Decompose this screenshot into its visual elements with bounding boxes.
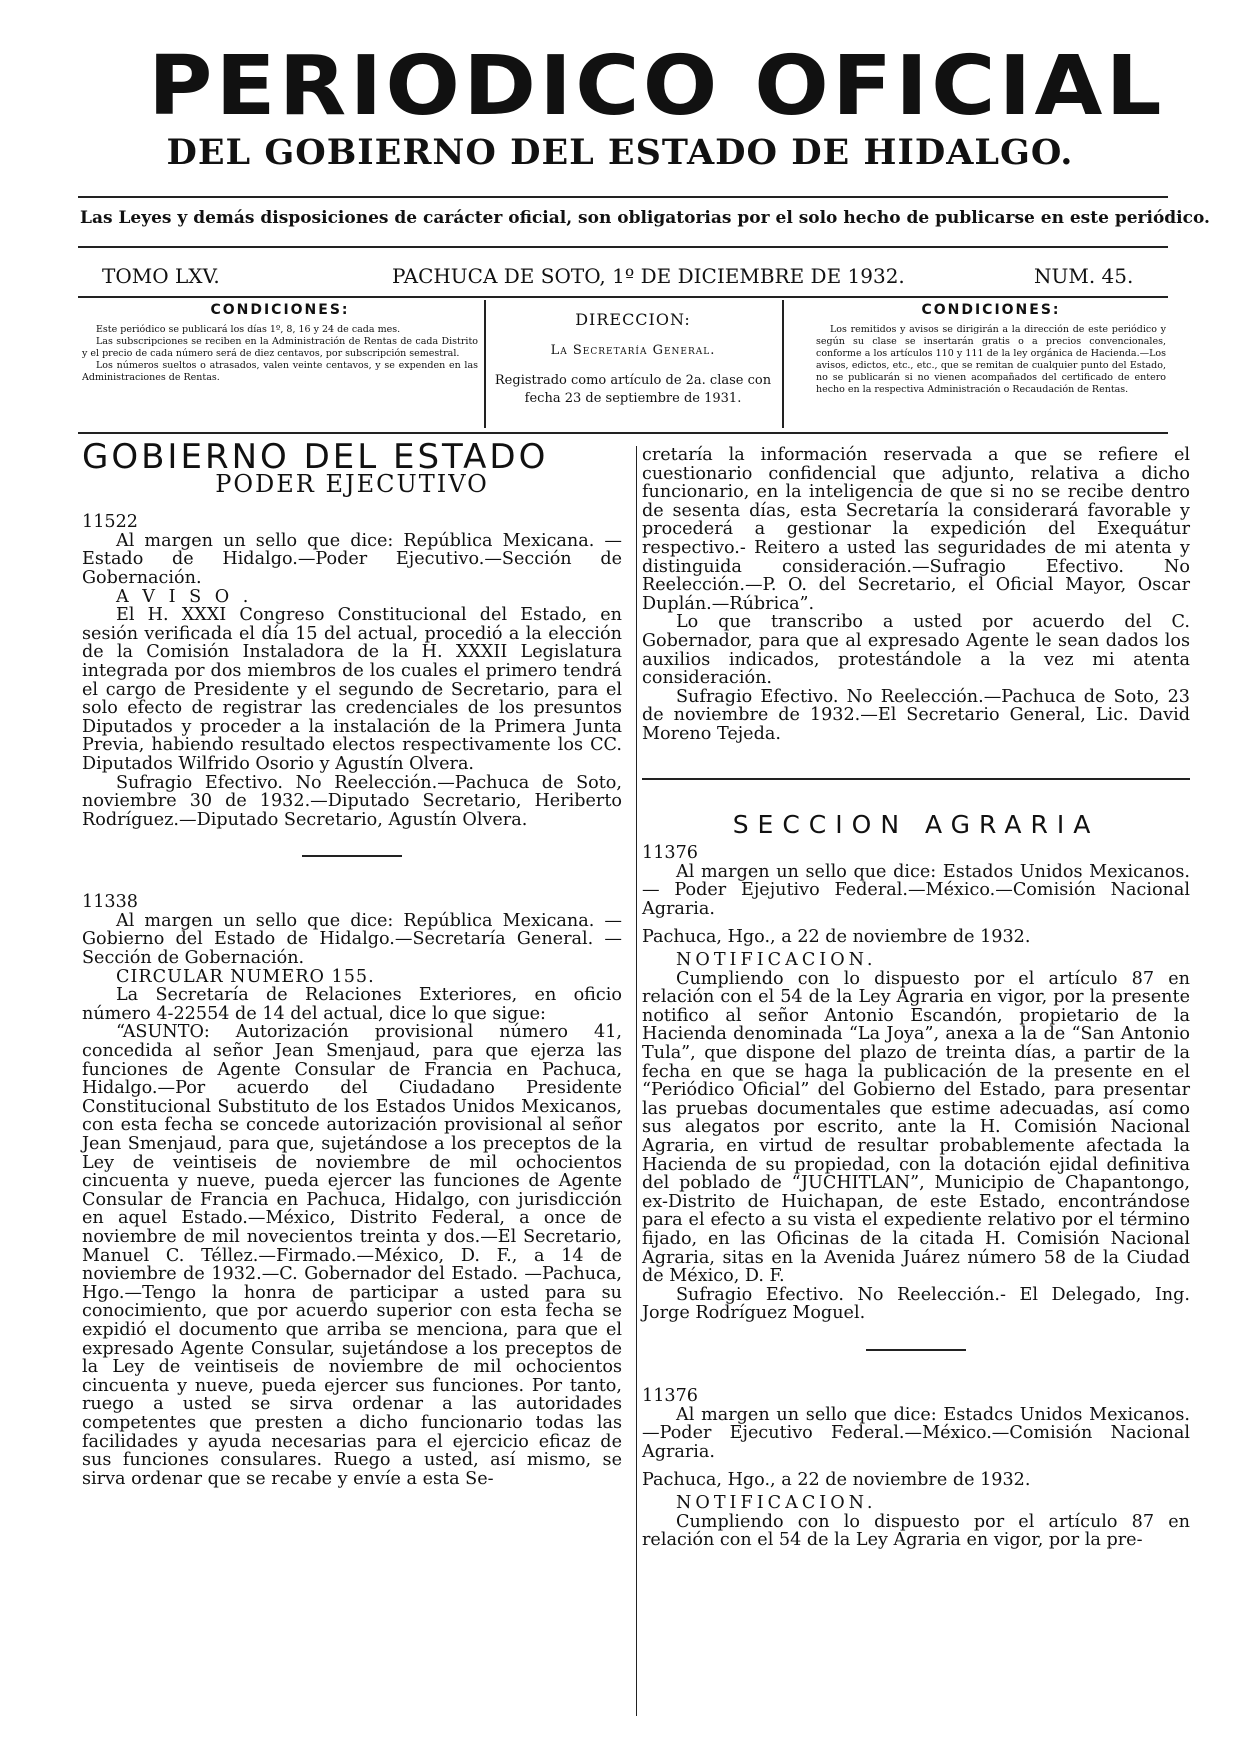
separator-2 — [866, 1349, 966, 1351]
circular-intro: La Secretaría de Relaciones Exteriores, en oficio número 4-22554 de 14 del actual, dice lo que sigue: — [82, 985, 622, 1024]
direction-registration: Registrado como artículo de 2a. clase con fecha 23 de septiembre de 1931. — [494, 373, 772, 406]
conditions-right-text: Los remitidos y avisos se dirigirán a la dirección de este periódico y según su clase se insertarán gratis o a precios convencionales, conforme a los artículos 110 y 111 de la ley orgánica de Hacienda.—Los avisos, edictos, etc., etc., que se remitan de cualquier punto del Estado, no se publicarán si no vienen acompañados del certificado de entero hecho en la respectiva Administración o Recaudación de Rentas. — [816, 324, 1166, 395]
conditions-right-heading: CONDICIONES: — [921, 302, 1061, 318]
separator-1 — [302, 855, 402, 857]
doc-number-11338: 11338 — [82, 892, 138, 913]
doc-number-11522: 11522 — [82, 512, 138, 533]
direction-office: La Secretaría General. — [550, 343, 716, 358]
boxes-rule — [78, 432, 1168, 434]
notification-heading-2: NOTIFICACION. — [676, 1492, 877, 1513]
place-date-2: Pachuca, Hgo., a 22 de noviembre de 1932. — [642, 1470, 1031, 1491]
conditions-right-box — [816, 304, 1166, 396]
seal-text-4: Al margen un sello que dice: Estadcs Unidos Mexicanos.—Poder Ejecutivo Federal.—México.—Comisión Nacional Agraria. — [642, 1404, 1190, 1462]
section-rule — [642, 778, 1190, 780]
notification-text-1: Cumpliendo con lo dispuesto por el artículo 87 en relación con el 54 de la Ley Agraria en vigor, por la presente notifico al señor Antonio Escandón, propietario de la Hacienda denominada “La Joya”, anexa a la de “San Antonio Tula”, que dispone del plazo de treinta días, a partir de la fecha en que se haga la publicación de la presente en el “Periódico Oficial” del Gobierno del Estado, para presentar las pruebas documentales que estime adecuadas, así como sus alegatos por escrito, ante la H. Comisión Nacional Agraria, en virtud de resultar probablemente afectada la Hacienda de su propiedad, con la dotación ejidal definitiva del poblado de “JUCHITLAN”, Municipio de Chapantongo, ex-Distrito de Huichapan, de este Estado, encontrándose para el efecto a su vista el expediente relativo por el término fijado, en las Oficinas de la citada H. Comisión Nacional Agraria, sitas en la Avenida Juárez número 58 de la Ciudad de México, D. F. — [642, 968, 1190, 1287]
issue-rule — [78, 296, 1168, 298]
issue-place-date: PACHUCA DE SOTO, 1º DE DICIEMBRE DE 1932. — [392, 264, 905, 288]
left-column — [82, 437, 622, 1489]
doc-number-11376-b: 11376 — [642, 1385, 698, 1406]
direction-heading: DIRECCION: — [575, 310, 691, 329]
box-divider-right — [782, 300, 784, 428]
issue-volume: TOMO LXV. — [102, 264, 220, 288]
aviso-signature: Sufragio Efectivo. No Reelección.—Pachuca de Soto, noviembre 30 de 1932.—Diputado Secretario, Heriberto Rodríguez.—Diputado Secretario, Agustín Olvera. — [82, 772, 622, 830]
conditions-left-box — [82, 304, 478, 384]
right-column — [642, 446, 1190, 1550]
section-heading-agraria: SECCION AGRARIA — [732, 809, 1100, 839]
transcribe-text: Lo que transcribo a usted por acuerdo del C. Gobernador, para que al expresado Agente le sean dados los auxilios indicados, protestándole a la vez mi atenta consideración. — [642, 612, 1190, 689]
notification-heading-1: NOTIFICACION. — [676, 950, 877, 971]
masthead-rule-bottom — [78, 246, 1168, 248]
section-heading-gobierno: GOBIERNO DEL ESTADO — [82, 437, 549, 477]
circular-body: “ASUNTO: Autorización provisional número 41, concedida al señor Jean Smenjaud, para que ejerza las funciones de Agente Consular de Francia en Pachuca, Hidalgo.—Por acuerdo del Ciudadano Presidente Constitucional Substituto de los Estados Unidos Mexicanos, con esta fecha se concede autorización provisional al señor Jean Smenjaud, para que, sujetándose a los preceptos de la Ley de veintiseis de noviembre de mil ochocientos cincuenta y nueve, pueda ejercer las funciones de Agente Consular de Francia en Pachuca, Hidalgo, con jurisdicción en aquel Estado.—México, Distrito Federal, a once de noviembre de mil novecientos treinta y dos.—El Secretario, Manuel C. Téllez.—Firmado.—México, D. F., a 14 de noviembre de 1932.—C. Gobernador del Estado. —Pachuca, Hgo.—Tengo la honra de participar a usted para su conocimiento, que por acuerdo superior con esta fecha se expidió el documento que arriba se menciona, para que el expresado Agente Consular, sujetándose a los preceptos de la Ley de veintiseis de noviembre de mil ochocientos cincuenta y nueve, pueda ejercer sus funciones. Por tanto, ruego a usted se sirva ordenar a las autoridades competentes que presten a dicho funcionario todas las facilidades y ayuda necesarias para el ejercicio eficaz de sus funciones consulares. Ruego a usted, así mismo, se sirva ordenar que se recabe y envíe a esta Se- — [82, 1022, 622, 1489]
conditions-left-p1: Este periódico se publicará los días 1º, 8, 16 y 24 de cada mes. — [96, 324, 401, 335]
conditions-left-p3: Los números sueltos o atrasados, valen veinte centavos, y se expenden en las Administraciones de Rentas. — [82, 360, 478, 383]
direction-box — [488, 310, 778, 408]
seal-text-1: Al margen un sello que dice: República Mexicana. —Estado de Hidalgo.—Poder Ejecutivo.—Sección de Gobernación. — [82, 530, 622, 588]
seal-text-2: Al margen un sello que dice: República Mexicana. —Gobierno del Estado de Hidalgo.—Secretaría General. —Sección de Gobernación. — [82, 910, 622, 969]
seal-text-3: Al margen un sello que dice: Estados Unidos Mexicanos.— Poder Ejejutivo Federal.—México.—Comisión Nacional Agraria. — [642, 861, 1190, 919]
masthead-title: PERIODICO OFICIAL — [148, 39, 1165, 134]
column-divider — [636, 446, 637, 1716]
circular-continuation: cretaría la información reservada a que se refiere el cuestionario confidencial que adjunto, relativa a dicho funcionario, en la inteligencia de que si no se recibe dentro de sesenta días, esta Secretaría la considerará favorable y procederá a gestionar la expedición del Exequátur respectivo.- Reitero a usted las seguridades de mi atenta y distinguida consideración.—Sufragio Efectivo. No Reelección.—P. O. del Secretario, el Oficial Mayor, Oscar Duplán.—Rúbrica”. — [642, 445, 1190, 614]
issue-number: NUM. 45. — [1034, 264, 1134, 288]
aviso-text: El H. XXXI Congreso Constitucional del Estado, en sesión verificada el día 15 del actual, procedió a la elección de la Comisión Instaladora de la H. XXXII Legislatura integrada por dos miembros de los cuales el primero tendrá el cargo de Presidente y el segundo de Secretario, para el solo efecto de registrar las credenciales de los presuntos Diputados y proceder a la instalación de la Primera Junta Previa, habiendo resultado electos respectivamente los CC. Diputados Wilfrido Osorio y Agustín Olvera. — [82, 605, 622, 774]
transcribe-signature: Sufragio Efectivo. No Reelección.—Pachuca de Soto, 23 de noviembre de 1932.—El Secretario General, Lic. David Moreno Tejeda. — [642, 686, 1190, 744]
doc-number-11376-a: 11376 — [642, 843, 698, 864]
place-date-1: Pachuca, Hgo., a 22 de noviembre de 1932. — [642, 927, 1031, 948]
notification-text-2: Cumpliendo con lo dispuesto por el artículo 87 en relación con el 54 de la Ley Agraria en vigor, por la pre- — [642, 1511, 1190, 1551]
aviso-heading: A V I S O . — [116, 586, 253, 607]
section-subheading-poder: PODER EJECUTIVO — [215, 469, 489, 498]
masthead-subtitle: DEL GOBIERNO DEL ESTADO DE HIDALGO. — [166, 132, 1074, 173]
conditions-left-p2: Las subscripciones se reciben en la Administración de Rentas de cada Distrito y el precio de cada número será de diez centavos, por subscripción semestral. — [82, 336, 478, 359]
box-divider-left — [484, 300, 486, 428]
masthead-rule-top — [78, 196, 1168, 198]
notification-signature-1: Sufragio Efectivo. No Reelección.- El Delegado, Ing. Jorge Rodríguez Moguel. — [642, 1284, 1190, 1324]
conditions-left-heading: CONDICIONES: — [210, 302, 350, 318]
circular-heading: CIRCULAR NUMERO 155. — [116, 966, 375, 987]
masthead-legend: Las Leyes y demás disposiciones de carácter oficial, son obligatorias por el solo hecho de publicarse en este periódico. — [80, 208, 1210, 228]
